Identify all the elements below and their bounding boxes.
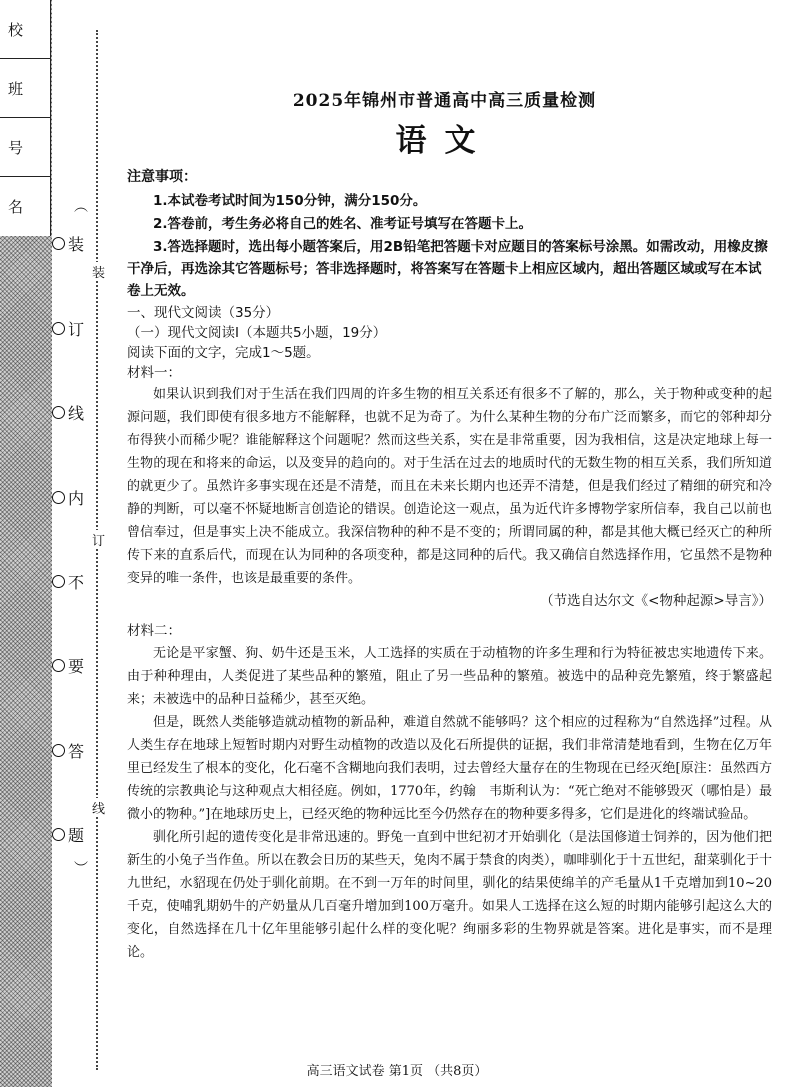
dotted-label-xian: 线 <box>92 798 105 817</box>
seal-char-nei: 内 <box>52 486 84 509</box>
circle-icon <box>52 575 65 588</box>
subsection-title: （一）现代文阅读Ⅰ（本题共5小题，19分） <box>127 325 387 341</box>
page-footer: 高三语文试卷 第1页 （共8页） <box>306 1064 488 1079</box>
seal-char-xian: 线 <box>52 401 84 424</box>
subject-title: 语文 <box>395 123 494 159</box>
info-field-class[interactable]: 班 <box>0 59 50 118</box>
dotted-label-ding: 订 <box>92 530 105 549</box>
circle-icon <box>52 406 65 419</box>
seal-char-bu: 不 <box>52 570 84 593</box>
seal-char-ti: 题 <box>52 823 84 846</box>
circle-icon <box>52 659 65 672</box>
material1-label: 材料一： <box>127 365 181 381</box>
student-info-box <box>0 0 51 236</box>
seal-char-yao: 要 <box>52 654 84 677</box>
material2-paragraph: 无论是平家蟹、狗、奶牛还是玉米，人工选择的实质在于动植物的许多生理和行为特征被忠实地遗传下来。由于种种理由，人类促进了某些品种的繁殖，阻止了另一些品种的繁殖。被选中的品种竞先繁殖，终于繁盛起来；未被选中的品种日益稀少，甚至灭绝。 <box>127 646 772 707</box>
seal-paren-close: ︶ <box>74 861 88 877</box>
info-field-number[interactable]: 号 <box>0 118 50 177</box>
circle-icon <box>52 828 65 841</box>
material2-label: 材料二： <box>127 623 181 639</box>
circle-icon <box>52 491 65 504</box>
exam-title: 2025年锦州市普通高中高三质量检测 <box>292 91 597 111</box>
notice-item: 1.本试卷考试时间为150分钟，满分150分。 <box>153 193 427 209</box>
seal-paren-open: ︵ <box>74 199 88 215</box>
seal-char-zhuang: 装 <box>52 232 84 255</box>
info-field-school[interactable]: 校 <box>0 0 50 59</box>
notice-item: 2.答卷前，考生务必将自己的姓名、准考证号填写在答题卡上。 <box>153 216 533 232</box>
material1-text: 如果认识到我们对于生活在我们四周的许多生物的相互关系还有很多不了解的，那么，关于物种或变种的起源问题，我们即使有很多地方不能解释，也就不足为奇了。为什么某种生物的分布广泛而繁多，而它的邻种却分布得狭小而稀少呢？谁能解释这个问题呢？然而这些关系，实在是非常重要，因为我相信，这是决定地球上每一生物的现在和将来的命运，以及变异的趋向的。对于生活在过去的地质时代的无数生物的相互关系，我们所知道的就更少了。虽然许多事实现在还是不清楚，而且在未来长期内也还弄不清楚，但是我们经过了精细的研究和冷静的判断，可以毫不怀疑地断言创造论的错误。创造论这一观点，虽为近代许多博物学家所信奉，我自己以前也曾信奉过，但是事实上决不能成立。我深信物种的种不是不变的；所谓同属的种，都是其他大概已经灭亡的种所传下来的直系后代，而现在认为同种的各项变种，都是这同种的后代。我又确信自然选择作用，它虽然不是物种变异的唯一条件，也该是最重要的条件。 <box>127 387 772 586</box>
info-field-name[interactable]: 名 <box>8 198 24 216</box>
notice-heading: 注意事项： <box>127 169 197 185</box>
dotted-cut-line <box>96 30 98 1070</box>
material2-paragraph: 但是，既然人类能够造就动植物的新品种，难道自然就不能够吗？这个相应的过程称为“自然选择”过程。从人类生存在地球上短暂时期内对野生动植物的改造以及化石所提供的证据，我们非常清楚地看到，生物在亿万年里已经发生了根本的变化，化石毫不含糊地向我们表明，过去曾经大量存在的生物现在已经灭绝[原注：虽然西方传统的宗教典论与这种观点大相径庭。例如，1770年，约翰 韦斯利认为：“死亡绝对不能够毁灭（哪怕是）最微小的物种。”]在地球历史上，已经灭绝的物种远比至今仍然存在的物种要多得多，它们是进化的终端试验品。 <box>127 715 772 822</box>
circle-icon <box>52 237 65 250</box>
reading-instruction: 阅读下面的文字，完成1～5题。 <box>127 345 320 361</box>
material2-paragraph: 驯化所引起的遗传变化是非常迅速的。野兔一直到中世纪初才开始驯化（是法国修道士饲养的，因为他们把新生的小兔子当作鱼。所以在教会日历的某些天，兔肉不属于禁食的肉类），咖啡驯化于十五世纪，甜菜驯化于十九世纪，水貂现在仍处于驯化前期。在不到一万年的时间里，驯化的结果使绵羊的产毛量从1千克增加到10~20千克，使哺乳期奶牛的产奶量从几百毫升增加到100万毫升。如果人工选择在这么短的时期内能够引起这么大的变化，自然选择在几十亿年里能够引起什么样的变化呢？绚丽多彩的生物界就是答案。进化是事实，而不是理论。 <box>127 830 772 960</box>
exam-content <box>117 86 772 964</box>
circle-icon <box>52 322 65 335</box>
notice-item: 3.答选择题时，选出每小题答案后，用2B铅笔把答题卡对应题目的答案标号涂黑。如需改动，用橡皮擦干净后，再选涂其它答题标号；答非选择题时，将答案写在答题卡上相应区域内，超出答题区域或写在本试卷上无效。 <box>127 239 768 299</box>
dotted-label-zhuang: 装 <box>92 262 105 281</box>
circle-icon <box>52 744 65 757</box>
seal-char-ding: 订 <box>52 317 84 340</box>
seal-char-da: 答 <box>52 739 84 762</box>
section-title: 一、现代文阅读（35分） <box>127 305 280 321</box>
material1-source: （节选自达尔文《<物种起源>导言》） <box>540 593 772 609</box>
